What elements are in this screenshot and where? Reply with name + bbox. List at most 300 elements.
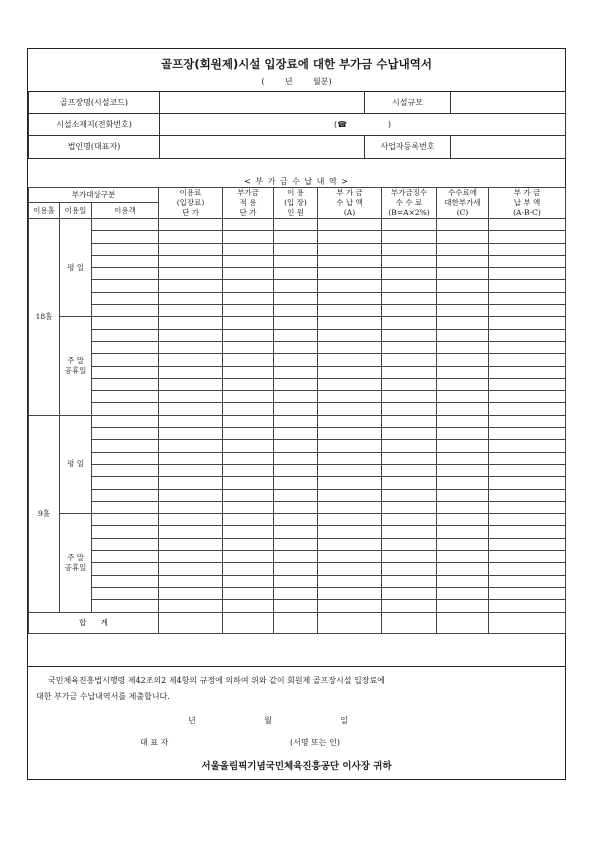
- data-cell[interactable]: [159, 600, 223, 612]
- table-row: [29, 563, 566, 575]
- data-cell[interactable]: [437, 255, 489, 267]
- data-cell[interactable]: [489, 231, 566, 243]
- golf-surcharge-form: [27, 48, 566, 780]
- data-cell[interactable]: [274, 403, 318, 415]
- data-cell[interactable]: [318, 415, 382, 427]
- data-cell[interactable]: [223, 268, 274, 280]
- data-cell[interactable]: [382, 415, 437, 427]
- data-cell[interactable]: [159, 575, 223, 587]
- data-cell[interactable]: [159, 501, 223, 513]
- data-cell[interactable]: [159, 538, 223, 550]
- data-cell[interactable]: [318, 587, 382, 599]
- table-row: [29, 378, 566, 390]
- data-cell[interactable]: [437, 501, 489, 513]
- total-cell[interactable]: [223, 612, 274, 633]
- data-cell[interactable]: [437, 403, 489, 415]
- data-cell[interactable]: [159, 243, 223, 255]
- phone-icon: (☎: [334, 120, 348, 130]
- vat-header: 수수료에 대한부가세 (C): [437, 188, 489, 219]
- data-cell[interactable]: [489, 268, 566, 280]
- data-cell[interactable]: [274, 600, 318, 612]
- data-cell[interactable]: [92, 243, 159, 255]
- data-cell[interactable]: [318, 477, 382, 489]
- table-row: [29, 366, 566, 378]
- data-cell[interactable]: [159, 305, 223, 317]
- total-cell[interactable]: [159, 612, 223, 633]
- table-row: [29, 292, 566, 304]
- data-cell[interactable]: [437, 464, 489, 476]
- data-cell[interactable]: [92, 440, 159, 452]
- data-cell[interactable]: [318, 563, 382, 575]
- data-cell[interactable]: [489, 280, 566, 292]
- section-title: < 부 가 금 수 납 내 역 >: [244, 177, 349, 186]
- data-cell[interactable]: [437, 280, 489, 292]
- data-cell[interactable]: [274, 514, 318, 526]
- data-cell[interactable]: [92, 378, 159, 390]
- data-cell[interactable]: [274, 255, 318, 267]
- data-cell[interactable]: [274, 231, 318, 243]
- data-cell[interactable]: [223, 341, 274, 353]
- data-cell[interactable]: [489, 403, 566, 415]
- data-cell[interactable]: [489, 378, 566, 390]
- data-cell[interactable]: [382, 317, 437, 329]
- data-cell[interactable]: [223, 280, 274, 292]
- data-cell[interactable]: [382, 268, 437, 280]
- data-cell[interactable]: [159, 366, 223, 378]
- data-cell[interactable]: [318, 403, 382, 415]
- data-cell[interactable]: [223, 587, 274, 599]
- data-cell[interactable]: [159, 440, 223, 452]
- representative-label: 대 표 자: [140, 738, 169, 747]
- data-cell[interactable]: [223, 317, 274, 329]
- data-cell[interactable]: [159, 317, 223, 329]
- data-cell[interactable]: [92, 231, 159, 243]
- data-cell[interactable]: [274, 292, 318, 304]
- data-cell[interactable]: [159, 477, 223, 489]
- data-cell[interactable]: [382, 366, 437, 378]
- data-cell[interactable]: [489, 514, 566, 526]
- data-cell[interactable]: [437, 575, 489, 587]
- data-cell[interactable]: [223, 292, 274, 304]
- data-cell[interactable]: [318, 501, 382, 513]
- data-cell[interactable]: [318, 526, 382, 538]
- corp-field[interactable]: [160, 136, 365, 158]
- data-cell[interactable]: [159, 514, 223, 526]
- data-cell[interactable]: [489, 366, 566, 378]
- table-row: [29, 538, 566, 550]
- data-cell[interactable]: [437, 292, 489, 304]
- data-cell[interactable]: [223, 403, 274, 415]
- data-cell[interactable]: [92, 341, 159, 353]
- data-cell[interactable]: [382, 489, 437, 501]
- data-cell[interactable]: [382, 292, 437, 304]
- data-cell[interactable]: [382, 378, 437, 390]
- data-cell[interactable]: [437, 587, 489, 599]
- data-cell[interactable]: [382, 403, 437, 415]
- data-cell[interactable]: [92, 329, 159, 341]
- data-cell[interactable]: [382, 428, 437, 440]
- data-cell[interactable]: [223, 366, 274, 378]
- data-cell[interactable]: [318, 428, 382, 440]
- total-cell[interactable]: [489, 612, 566, 633]
- data-cell[interactable]: [437, 514, 489, 526]
- data-cell[interactable]: [382, 231, 437, 243]
- data-cell[interactable]: [274, 501, 318, 513]
- data-cell[interactable]: [318, 464, 382, 476]
- data-cell[interactable]: [382, 563, 437, 575]
- data-cell[interactable]: [159, 452, 223, 464]
- data-cell[interactable]: [318, 329, 382, 341]
- data-cell[interactable]: [92, 575, 159, 587]
- data-cell[interactable]: [318, 489, 382, 501]
- data-cell[interactable]: [489, 551, 566, 563]
- data-cell[interactable]: [382, 341, 437, 353]
- data-cell[interactable]: [382, 464, 437, 476]
- total-cell[interactable]: [318, 612, 382, 633]
- data-cell[interactable]: [159, 378, 223, 390]
- data-cell[interactable]: [318, 341, 382, 353]
- data-cell[interactable]: [92, 538, 159, 550]
- data-cell[interactable]: [92, 587, 159, 599]
- data-cell[interactable]: [489, 255, 566, 267]
- data-cell[interactable]: [318, 280, 382, 292]
- data-cell[interactable]: [318, 243, 382, 255]
- data-cell[interactable]: [437, 268, 489, 280]
- data-cell[interactable]: [159, 526, 223, 538]
- data-cell[interactable]: [223, 563, 274, 575]
- data-cell[interactable]: [274, 341, 318, 353]
- data-cell[interactable]: [437, 538, 489, 550]
- data-cell[interactable]: [274, 317, 318, 329]
- data-cell[interactable]: [274, 538, 318, 550]
- data-cell[interactable]: [489, 219, 566, 231]
- data-cell[interactable]: [318, 551, 382, 563]
- total-cell[interactable]: [437, 612, 489, 633]
- data-cell[interactable]: [382, 305, 437, 317]
- data-cell[interactable]: [437, 366, 489, 378]
- signature-field[interactable]: (서명 또는 인): [290, 738, 340, 747]
- data-cell[interactable]: [274, 366, 318, 378]
- data-cell[interactable]: [382, 587, 437, 599]
- data-cell[interactable]: [159, 391, 223, 403]
- data-cell[interactable]: [274, 575, 318, 587]
- data-cell[interactable]: [92, 317, 159, 329]
- data-cell[interactable]: [318, 452, 382, 464]
- data-cell[interactable]: [437, 305, 489, 317]
- data-cell[interactable]: [318, 292, 382, 304]
- data-cell[interactable]: [159, 231, 223, 243]
- data-cell[interactable]: [92, 391, 159, 403]
- data-cell[interactable]: [437, 243, 489, 255]
- data-cell[interactable]: [223, 243, 274, 255]
- data-cell[interactable]: [274, 243, 318, 255]
- data-cell[interactable]: [489, 440, 566, 452]
- data-cell[interactable]: [382, 600, 437, 612]
- surcharge-table: [28, 187, 566, 634]
- data-cell[interactable]: [382, 255, 437, 267]
- data-cell[interactable]: [382, 219, 437, 231]
- data-cell[interactable]: [159, 403, 223, 415]
- data-cell[interactable]: [274, 268, 318, 280]
- data-cell[interactable]: [92, 501, 159, 513]
- data-cell[interactable]: [489, 341, 566, 353]
- data-cell[interactable]: [274, 329, 318, 341]
- data-cell[interactable]: [159, 428, 223, 440]
- data-cell[interactable]: [437, 477, 489, 489]
- data-cell[interactable]: [223, 219, 274, 231]
- data-cell[interactable]: [489, 464, 566, 476]
- data-cell[interactable]: [159, 489, 223, 501]
- total-row: [29, 612, 566, 633]
- data-cell[interactable]: [92, 452, 159, 464]
- data-cell[interactable]: [274, 526, 318, 538]
- data-cell[interactable]: [382, 514, 437, 526]
- data-cell[interactable]: [159, 464, 223, 476]
- table-row: [29, 477, 566, 489]
- data-cell[interactable]: [489, 563, 566, 575]
- data-cell[interactable]: [223, 526, 274, 538]
- data-cell[interactable]: [437, 415, 489, 427]
- data-cell[interactable]: [223, 464, 274, 476]
- data-cell[interactable]: [489, 329, 566, 341]
- data-cell[interactable]: [92, 366, 159, 378]
- table-row: [29, 464, 566, 476]
- table-row: [29, 391, 566, 403]
- data-cell[interactable]: [437, 391, 489, 403]
- data-cell[interactable]: [92, 563, 159, 575]
- data-cell[interactable]: [489, 600, 566, 612]
- data-cell[interactable]: [223, 538, 274, 550]
- data-cell[interactable]: [437, 341, 489, 353]
- data-cell[interactable]: [223, 551, 274, 563]
- data-cell[interactable]: [489, 575, 566, 587]
- biz-no-field[interactable]: [451, 136, 566, 158]
- data-cell[interactable]: [318, 440, 382, 452]
- table-row: [29, 354, 566, 366]
- data-cell[interactable]: [274, 551, 318, 563]
- form-title: 골프장(회원제)시설 입장료에 대한 부가금 수납내역서: [161, 57, 432, 71]
- statement-line-2: 대한 부가금 수납내역서를 제출합니다.: [36, 692, 170, 701]
- data-cell[interactable]: [274, 428, 318, 440]
- data-cell[interactable]: [159, 587, 223, 599]
- table-row: [29, 280, 566, 292]
- data-cell[interactable]: [223, 452, 274, 464]
- total-cell[interactable]: [274, 612, 318, 633]
- data-cell[interactable]: [382, 354, 437, 366]
- data-cell[interactable]: [318, 231, 382, 243]
- data-cell[interactable]: [382, 452, 437, 464]
- data-cell[interactable]: [92, 219, 159, 231]
- data-cell[interactable]: [489, 415, 566, 427]
- data-cell[interactable]: [274, 587, 318, 599]
- data-cell[interactable]: [92, 255, 159, 267]
- data-cell[interactable]: [274, 489, 318, 501]
- addressee: 서울올림픽기념국민체육진흥공단 이사장 귀하: [201, 761, 392, 772]
- data-cell[interactable]: [223, 391, 274, 403]
- data-cell[interactable]: [223, 514, 274, 526]
- data-cell[interactable]: [159, 354, 223, 366]
- data-cell[interactable]: [382, 329, 437, 341]
- data-cell[interactable]: [437, 329, 489, 341]
- location-field[interactable]: (☎ ): [160, 114, 566, 136]
- data-cell[interactable]: [489, 452, 566, 464]
- data-cell[interactable]: [489, 526, 566, 538]
- data-cell[interactable]: [92, 489, 159, 501]
- data-cell[interactable]: [274, 563, 318, 575]
- data-cell[interactable]: [92, 551, 159, 563]
- data-cell[interactable]: [223, 575, 274, 587]
- data-cell[interactable]: [223, 329, 274, 341]
- data-cell[interactable]: [92, 514, 159, 526]
- data-cell[interactable]: [159, 415, 223, 427]
- data-cell[interactable]: [92, 526, 159, 538]
- data-cell[interactable]: [92, 600, 159, 612]
- data-cell[interactable]: [437, 378, 489, 390]
- total-cell[interactable]: [382, 612, 437, 633]
- data-cell[interactable]: [382, 538, 437, 550]
- data-cell[interactable]: [437, 489, 489, 501]
- data-cell[interactable]: [92, 428, 159, 440]
- data-cell[interactable]: [223, 477, 274, 489]
- data-cell[interactable]: [223, 354, 274, 366]
- data-cell[interactable]: [382, 526, 437, 538]
- data-cell[interactable]: [159, 219, 223, 231]
- data-cell[interactable]: [92, 305, 159, 317]
- data-cell[interactable]: [92, 292, 159, 304]
- data-cell[interactable]: [318, 354, 382, 366]
- data-cell[interactable]: [274, 280, 318, 292]
- data-cell[interactable]: [382, 243, 437, 255]
- data-cell[interactable]: [223, 378, 274, 390]
- data-cell[interactable]: [274, 354, 318, 366]
- data-cell[interactable]: [274, 477, 318, 489]
- data-cell[interactable]: [489, 354, 566, 366]
- data-cell[interactable]: [489, 317, 566, 329]
- data-cell[interactable]: [318, 366, 382, 378]
- data-cell[interactable]: [274, 391, 318, 403]
- data-cell[interactable]: [437, 440, 489, 452]
- day-header: 이용일: [60, 203, 92, 219]
- data-cell[interactable]: [159, 268, 223, 280]
- data-cell[interactable]: [489, 501, 566, 513]
- data-cell[interactable]: [92, 477, 159, 489]
- data-cell[interactable]: [437, 551, 489, 563]
- data-cell[interactable]: [274, 464, 318, 476]
- data-cell[interactable]: [159, 341, 223, 353]
- data-cell[interactable]: [489, 587, 566, 599]
- data-cell[interactable]: [489, 243, 566, 255]
- data-cell[interactable]: [437, 563, 489, 575]
- data-cell[interactable]: [489, 489, 566, 501]
- data-cell[interactable]: [223, 428, 274, 440]
- data-cell[interactable]: [318, 255, 382, 267]
- data-cell[interactable]: [223, 255, 274, 267]
- data-cell[interactable]: [437, 526, 489, 538]
- table-row: [29, 600, 566, 612]
- data-cell[interactable]: [318, 575, 382, 587]
- data-cell[interactable]: [159, 563, 223, 575]
- table-row: [29, 526, 566, 538]
- data-cell[interactable]: [382, 551, 437, 563]
- data-cell[interactable]: [318, 219, 382, 231]
- data-cell[interactable]: [382, 280, 437, 292]
- rate-header: 부가금 적 용 단 가: [223, 188, 274, 219]
- data-cell[interactable]: [274, 378, 318, 390]
- data-cell[interactable]: [382, 501, 437, 513]
- data-cell[interactable]: [223, 489, 274, 501]
- data-cell[interactable]: [489, 538, 566, 550]
- submission-statement: [28, 666, 565, 780]
- table-row: [29, 452, 566, 464]
- data-cell[interactable]: [223, 415, 274, 427]
- data-cell[interactable]: [489, 305, 566, 317]
- category-header: 부가대상구분: [29, 188, 159, 203]
- data-cell[interactable]: [382, 440, 437, 452]
- data-cell[interactable]: [92, 415, 159, 427]
- data-cell[interactable]: [489, 428, 566, 440]
- location-label: 시설소재지(전화번호): [29, 114, 160, 136]
- data-cell[interactable]: [437, 317, 489, 329]
- data-cell[interactable]: [223, 305, 274, 317]
- data-cell[interactable]: [92, 354, 159, 366]
- data-cell[interactable]: [274, 415, 318, 427]
- data-cell[interactable]: [159, 255, 223, 267]
- data-cell[interactable]: [223, 501, 274, 513]
- data-cell[interactable]: [318, 391, 382, 403]
- data-cell[interactable]: [159, 329, 223, 341]
- data-cell[interactable]: [382, 477, 437, 489]
- data-cell[interactable]: [489, 391, 566, 403]
- scale-field[interactable]: [451, 92, 566, 114]
- total-label: 합 계: [29, 612, 159, 633]
- data-cell[interactable]: [318, 600, 382, 612]
- data-cell[interactable]: [92, 464, 159, 476]
- data-cell[interactable]: [437, 219, 489, 231]
- data-cell[interactable]: [318, 538, 382, 550]
- table-row: [29, 514, 566, 526]
- holes-18-label: 18홀: [29, 219, 60, 416]
- data-cell[interactable]: [92, 268, 159, 280]
- data-cell[interactable]: [159, 280, 223, 292]
- data-cell[interactable]: [437, 231, 489, 243]
- data-cell[interactable]: [92, 403, 159, 415]
- data-cell[interactable]: [223, 231, 274, 243]
- data-cell[interactable]: [437, 354, 489, 366]
- data-cell[interactable]: [489, 292, 566, 304]
- data-cell[interactable]: [159, 551, 223, 563]
- data-cell[interactable]: [318, 317, 382, 329]
- data-cell[interactable]: [318, 268, 382, 280]
- data-cell[interactable]: [489, 477, 566, 489]
- data-cell[interactable]: [223, 440, 274, 452]
- data-cell[interactable]: [223, 600, 274, 612]
- data-cell[interactable]: [437, 600, 489, 612]
- data-cell[interactable]: [159, 292, 223, 304]
- data-cell[interactable]: [274, 440, 318, 452]
- data-cell[interactable]: [437, 428, 489, 440]
- data-cell[interactable]: [274, 305, 318, 317]
- data-cell[interactable]: [318, 514, 382, 526]
- data-cell[interactable]: [92, 280, 159, 292]
- data-cell[interactable]: [318, 378, 382, 390]
- data-cell[interactable]: [437, 452, 489, 464]
- data-cell[interactable]: [382, 391, 437, 403]
- data-cell[interactable]: [274, 219, 318, 231]
- golf-name-field[interactable]: [160, 92, 365, 114]
- data-cell[interactable]: [274, 452, 318, 464]
- data-cell[interactable]: [382, 575, 437, 587]
- data-cell[interactable]: [318, 305, 382, 317]
